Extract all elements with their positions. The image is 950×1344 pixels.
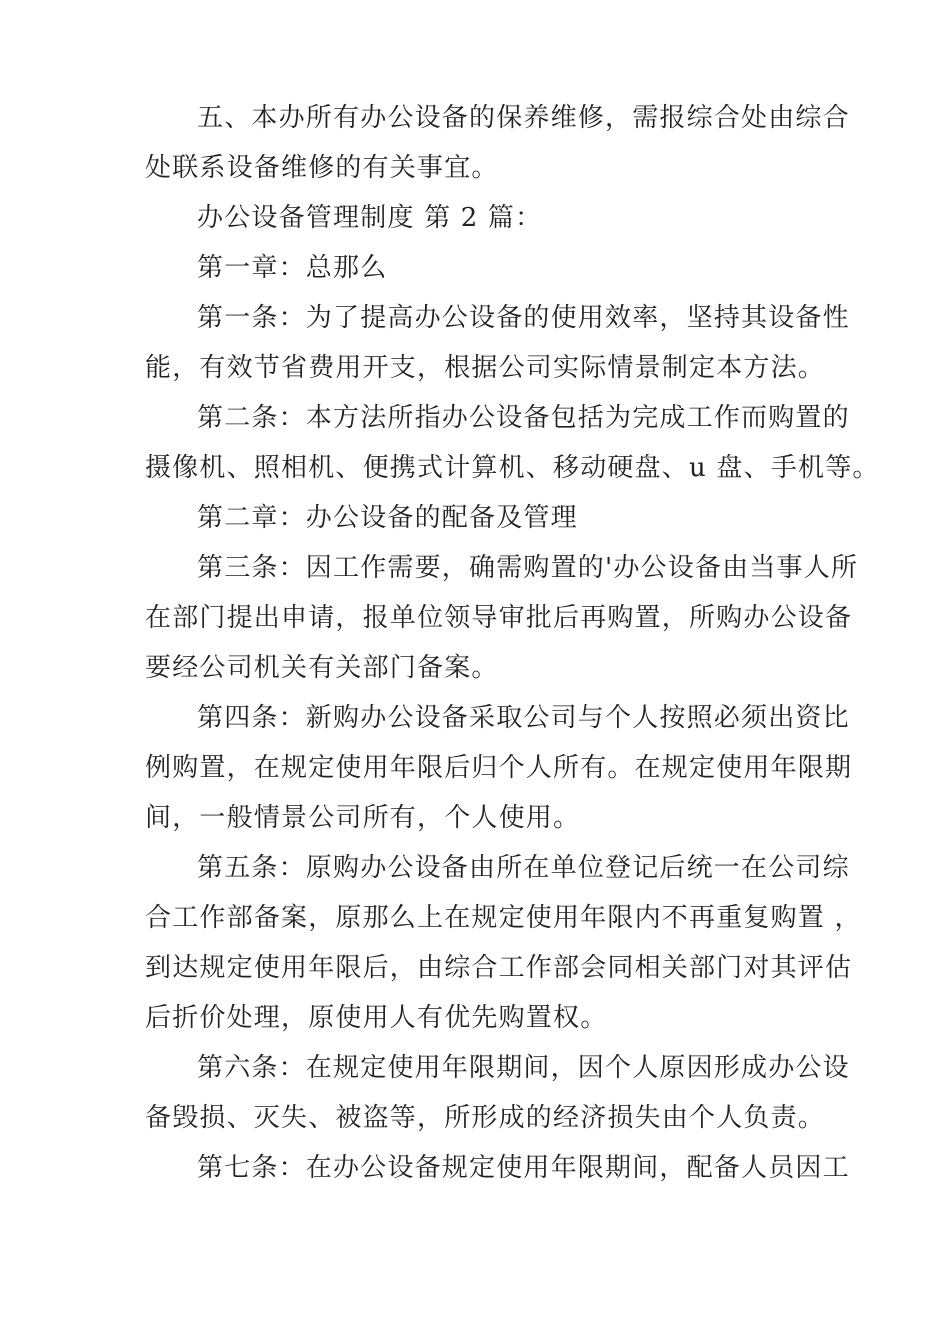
- text-line: 第七条：在办公设备规定使用年限期间，配备人员因工: [197, 1153, 850, 1183]
- text-line: 第五条：原购办公设备由所在单位登记后统一在公司综: [197, 853, 850, 883]
- text-line: 第三条：因工作需要，确需购置的'办公设备由当事人所: [197, 553, 859, 583]
- article-2: [145, 393, 880, 493]
- document-body: [145, 93, 880, 1193]
- paragraph-maintenance: [145, 93, 850, 193]
- text-line: 第六条：在规定使用年限期间，因个人原因形成办公设: [197, 1053, 850, 1083]
- text-line: 间，一般情景公司所有，个人使用。: [145, 803, 581, 833]
- text-line: 办公设备管理制度 第 2 篇：: [197, 203, 543, 233]
- text-line: 第二条：本方法所指办公设备包括为完成工作而购置的: [197, 403, 850, 433]
- text-line: 第二章：办公设备的配备及管理: [197, 503, 578, 533]
- article-5: [145, 843, 862, 1043]
- section-title: [145, 193, 810, 243]
- text-line: 例购置，在规定使用年限后归个人所有。在规定使用年限期: [145, 753, 853, 783]
- text-line: 第一章：总那么: [197, 253, 388, 283]
- text-line: 五、本办所有办公设备的保养维修，需报综合处由综合: [197, 103, 850, 133]
- text-line: 第四条：新购办公设备采取公司与个人按照必须出资比: [197, 703, 850, 733]
- text-line: 合工作部备案，原那么上在规定使用年限内不再重复购置 ，: [145, 903, 862, 933]
- article-7: [145, 1143, 850, 1193]
- text-line: 第一条：为了提高办公设备的使用效率，坚持其设备性: [197, 303, 850, 333]
- article-4: [145, 693, 853, 843]
- article-3: [145, 543, 859, 693]
- text-line: 摄像机、照相机、便携式计算机、移动硬盘、u 盘、手机等。: [145, 453, 880, 483]
- text-line: 处联系设备维修的有关事宜。: [145, 153, 499, 183]
- chapter-heading-1: [145, 243, 810, 293]
- text-line: 后折价处理，原使用人有优先购置权。: [145, 1003, 608, 1033]
- text-line: 要经公司机关有关部门备案。: [145, 653, 499, 683]
- text-line: 到达规定使用年限后，由综合工作部会同相关部门对其评估: [145, 953, 853, 983]
- article-6: [145, 1043, 850, 1143]
- article-1: [145, 293, 850, 393]
- text-line: 在部门提出申请，报单位领导审批后再购置，所购办公设备: [145, 603, 853, 633]
- text-line: 备毁损、灭失、被盗等，所形成的经济损失由个人负责。: [145, 1103, 826, 1133]
- text-line: 能，有效节省费用开支，根据公司实际情景制定本方法。: [145, 353, 826, 383]
- chapter-heading-2: [145, 493, 810, 543]
